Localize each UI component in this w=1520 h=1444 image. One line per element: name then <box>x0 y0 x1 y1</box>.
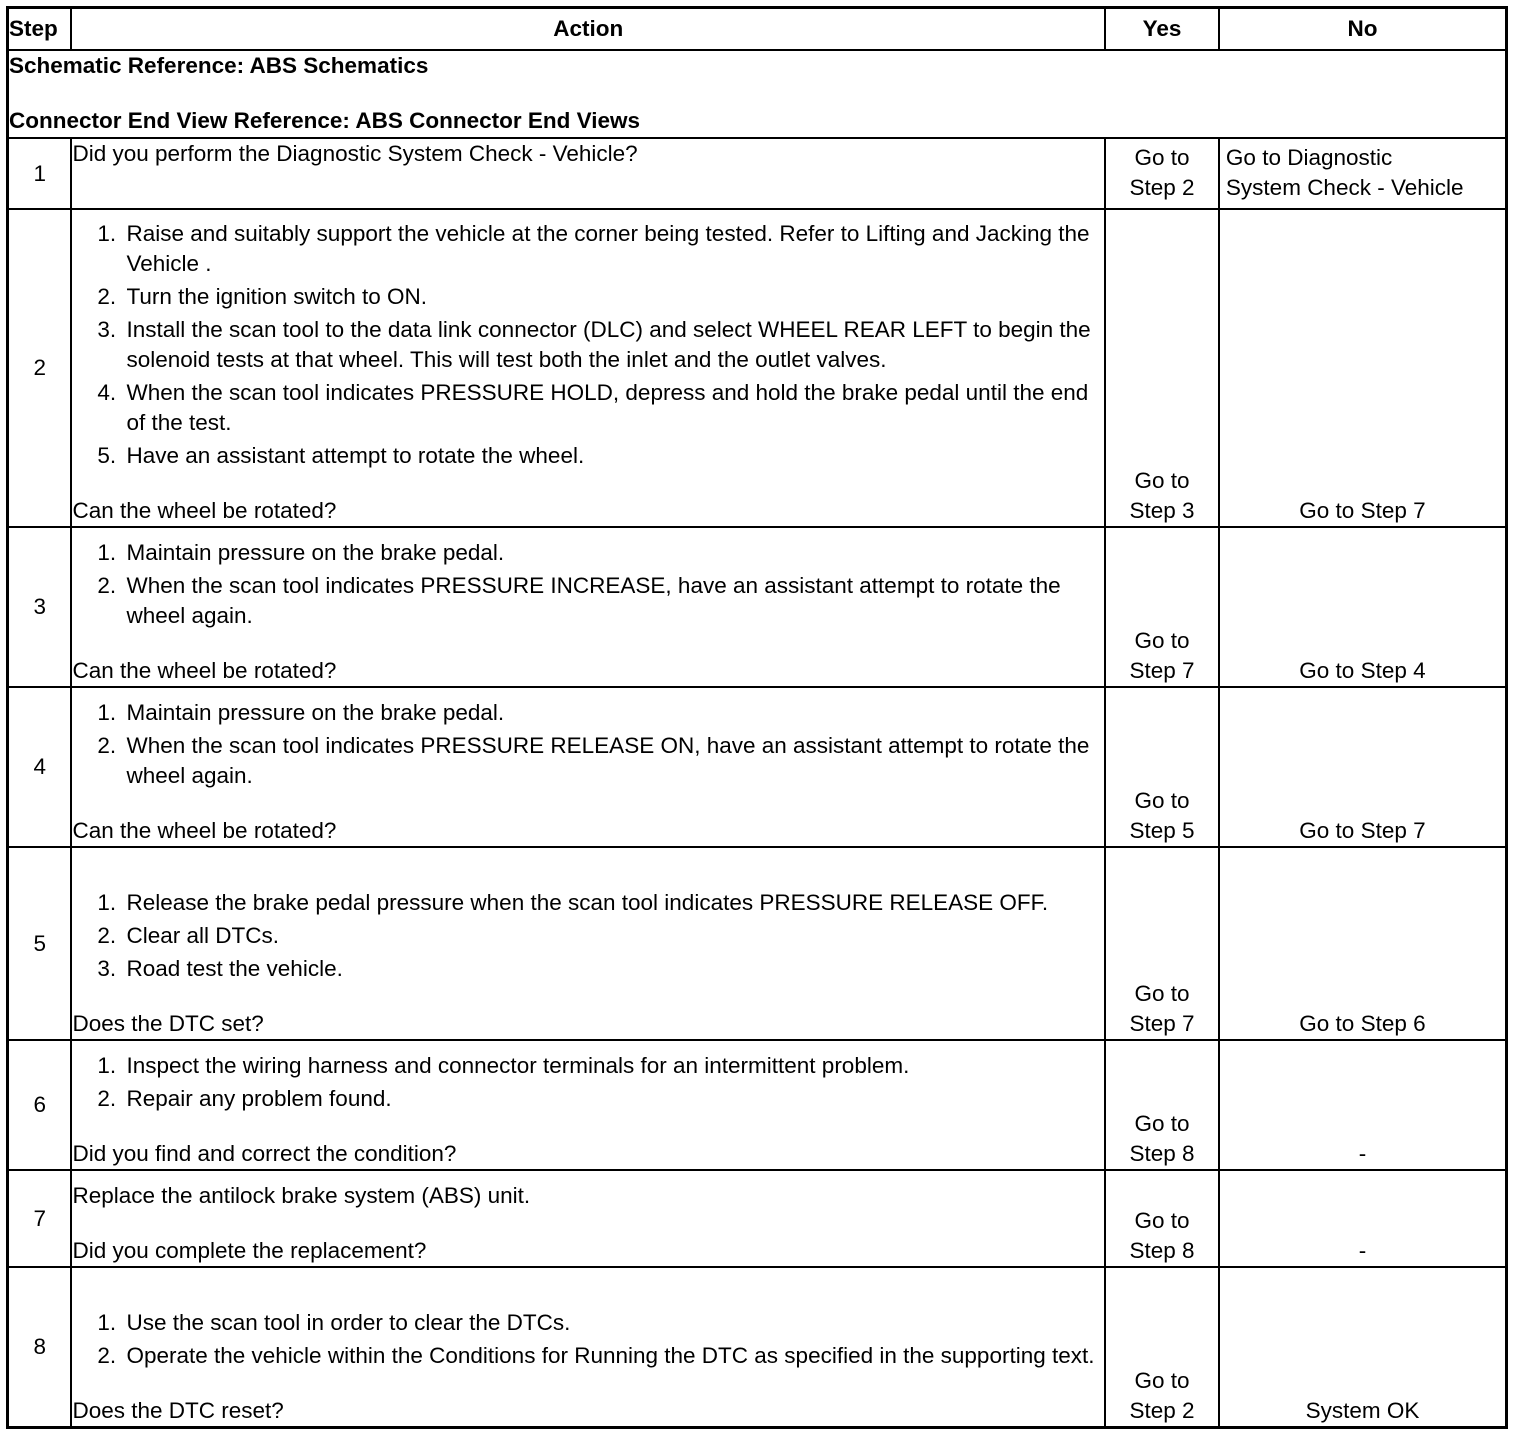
no-cell <box>1219 1267 1507 1427</box>
yes-result-text: Go to <box>1134 468 1190 493</box>
no-result-text: Go to Step 7 <box>1299 818 1426 843</box>
yes-cell <box>1105 1267 1219 1427</box>
yes-result-text: Step 8 <box>1129 1141 1195 1166</box>
step-row <box>8 1267 1507 1427</box>
action-step-item: 1. Release the brake pedal pressure when the scan tool indicates PRESSURE RELEASE OFF. <box>122 888 1104 918</box>
no-result-text: Go to Diagnostic <box>1225 145 1393 170</box>
yes-result-text: Go to <box>1134 1367 1190 1393</box>
action-question: Can the wheel be rotated? <box>72 498 337 523</box>
yes-cell <box>1105 687 1219 847</box>
action-steps-list <box>72 538 1104 631</box>
action-step-item: 1. Use the scan tool in order to clear the DTCs. <box>122 1308 1104 1338</box>
yes-result-text: Go to <box>1134 981 1190 1006</box>
yes-result-text: Step 2 <box>1129 175 1195 200</box>
action-step-item: 3. Road test the vehicle. <box>122 954 1104 984</box>
step-number: 4 <box>8 687 72 847</box>
no-cell <box>1219 138 1507 209</box>
step-row <box>8 687 1507 847</box>
action-question: Does the DTC set? <box>72 1011 264 1036</box>
action-lead-text: Replace the antilock brake system (ABS) unit. <box>72 1183 531 1208</box>
step-number: 6 <box>8 1040 72 1170</box>
action-step-item: 1. Maintain pressure on the brake pedal. <box>122 698 1104 728</box>
step-number: 7 <box>8 1170 72 1267</box>
yes-result-text: Go to <box>1134 1111 1190 1136</box>
action-cell <box>71 527 1105 687</box>
yes-result-text: Step 5 <box>1129 818 1195 843</box>
step-row <box>8 847 1507 1040</box>
action-question: Can the wheel be rotated? <box>72 818 337 843</box>
action-question: Did you complete the replacement? <box>72 1238 427 1263</box>
no-result-text: Go to Step 6 <box>1299 1011 1426 1036</box>
action-question: Does the DTC reset? <box>72 1397 284 1423</box>
action-step-item: 1. Raise and suitably support the vehicle at the corner being tested. Refer to Lifting and Jacking the Vehicle . <box>122 219 1104 279</box>
yes-cell <box>1105 527 1219 687</box>
no-result-text: System Check - Vehicle <box>1225 175 1464 200</box>
no-cell <box>1219 847 1507 1040</box>
step-row <box>8 209 1507 527</box>
no-result-text: Go to Step 7 <box>1299 498 1426 523</box>
action-step-item: 1. Inspect the wiring harness and connector terminals for an intermittent problem. <box>122 1051 1104 1081</box>
action-steps-list <box>72 219 1104 471</box>
no-result-text: Go to Step 4 <box>1299 658 1426 683</box>
no-cell <box>1219 1170 1507 1267</box>
action-step-item: 2. When the scan tool indicates PRESSURE INCREASE, have an assistant attempt to rotate the wheel again. <box>122 571 1104 631</box>
action-cell <box>71 1040 1105 1170</box>
yes-result-text: Go to <box>1134 1208 1190 1233</box>
step-row <box>8 138 1507 209</box>
yes-cell <box>1105 209 1219 527</box>
no-cell <box>1219 527 1507 687</box>
action-cell <box>71 138 1105 209</box>
diagnostic-table <box>6 6 1508 1429</box>
no-result-text: - <box>1358 1141 1367 1166</box>
action-step-item: 2. Operate the vehicle within the Conditions for Running the DTC as specified in the supporting text. <box>122 1341 1104 1371</box>
yes-header: Yes <box>1105 8 1219 51</box>
yes-cell <box>1105 1170 1219 1267</box>
action-question: Can the wheel be rotated? <box>72 658 337 683</box>
action-cell <box>71 1170 1105 1267</box>
no-cell <box>1219 1040 1507 1170</box>
step-number: 2 <box>8 209 72 527</box>
step-number: 1 <box>8 138 72 209</box>
action-step-item: 2. Repair any problem found. <box>122 1084 1104 1114</box>
step-number: 3 <box>8 527 72 687</box>
no-cell <box>1219 687 1507 847</box>
header-row <box>8 8 1507 51</box>
step-row <box>8 1170 1507 1267</box>
action-steps-list <box>72 888 1104 984</box>
action-step-item: 2. Clear all DTCs. <box>122 921 1104 951</box>
yes-result-text: Step 8 <box>1129 1238 1195 1263</box>
yes-result-text: Step 7 <box>1129 658 1195 683</box>
yes-cell <box>1105 847 1219 1040</box>
action-step-item: 2. Turn the ignition switch to ON. <box>122 282 1104 312</box>
step-row <box>8 527 1507 687</box>
no-cell <box>1219 209 1507 527</box>
yes-result-text: Step 2 <box>1129 1397 1195 1423</box>
action-step-item: 2. When the scan tool indicates PRESSURE RELEASE ON, have an assistant attempt to rotate the wheel again. <box>122 731 1104 791</box>
connector-reference: Connector End View Reference: ABS Connector End Views <box>9 108 640 133</box>
reference-row <box>8 50 1507 138</box>
step-number: 8 <box>8 1267 72 1427</box>
action-step-item: 1. Maintain pressure on the brake pedal. <box>122 538 1104 568</box>
yes-result-text: Step 7 <box>1129 1011 1195 1036</box>
reference-cell <box>8 50 1507 138</box>
action-cell <box>71 687 1105 847</box>
action-lead-text: Did you perform the Diagnostic System Check - Vehicle? <box>72 141 638 166</box>
yes-cell <box>1105 138 1219 209</box>
step-row <box>8 1040 1507 1170</box>
no-header: No <box>1219 8 1507 51</box>
yes-cell <box>1105 1040 1219 1170</box>
step-number: 5 <box>8 847 72 1040</box>
no-result-text: - <box>1358 1238 1367 1263</box>
yes-result-text: Go to <box>1134 628 1190 653</box>
action-step-item: 3. Install the scan tool to the data link connector (DLC) and select WHEEL REAR LEFT to begin the solenoid tests at that wheel. This will test both the inlet and the outlet valves. <box>122 315 1104 375</box>
action-question: Did you find and correct the condition? <box>72 1141 457 1166</box>
no-result-text: System OK <box>1305 1397 1420 1423</box>
action-step-item: 5. Have an assistant attempt to rotate the wheel. <box>122 441 1104 471</box>
schematic-reference: Schematic Reference: ABS Schematics <box>9 53 429 78</box>
action-cell <box>71 1267 1105 1427</box>
action-header: Action <box>71 8 1105 51</box>
action-steps-list <box>72 1051 1104 1114</box>
yes-result-text: Go to <box>1134 145 1190 170</box>
action-cell <box>71 847 1105 1040</box>
action-step-item: 4. When the scan tool indicates PRESSURE HOLD, depress and hold the brake pedal until the end of the test. <box>122 378 1104 438</box>
yes-result-text: Step 3 <box>1129 498 1195 523</box>
action-steps-list <box>72 1308 1104 1371</box>
yes-result-text: Go to <box>1134 788 1190 813</box>
action-cell <box>71 209 1105 527</box>
action-steps-list <box>72 698 1104 791</box>
step-header: Step <box>8 8 72 51</box>
